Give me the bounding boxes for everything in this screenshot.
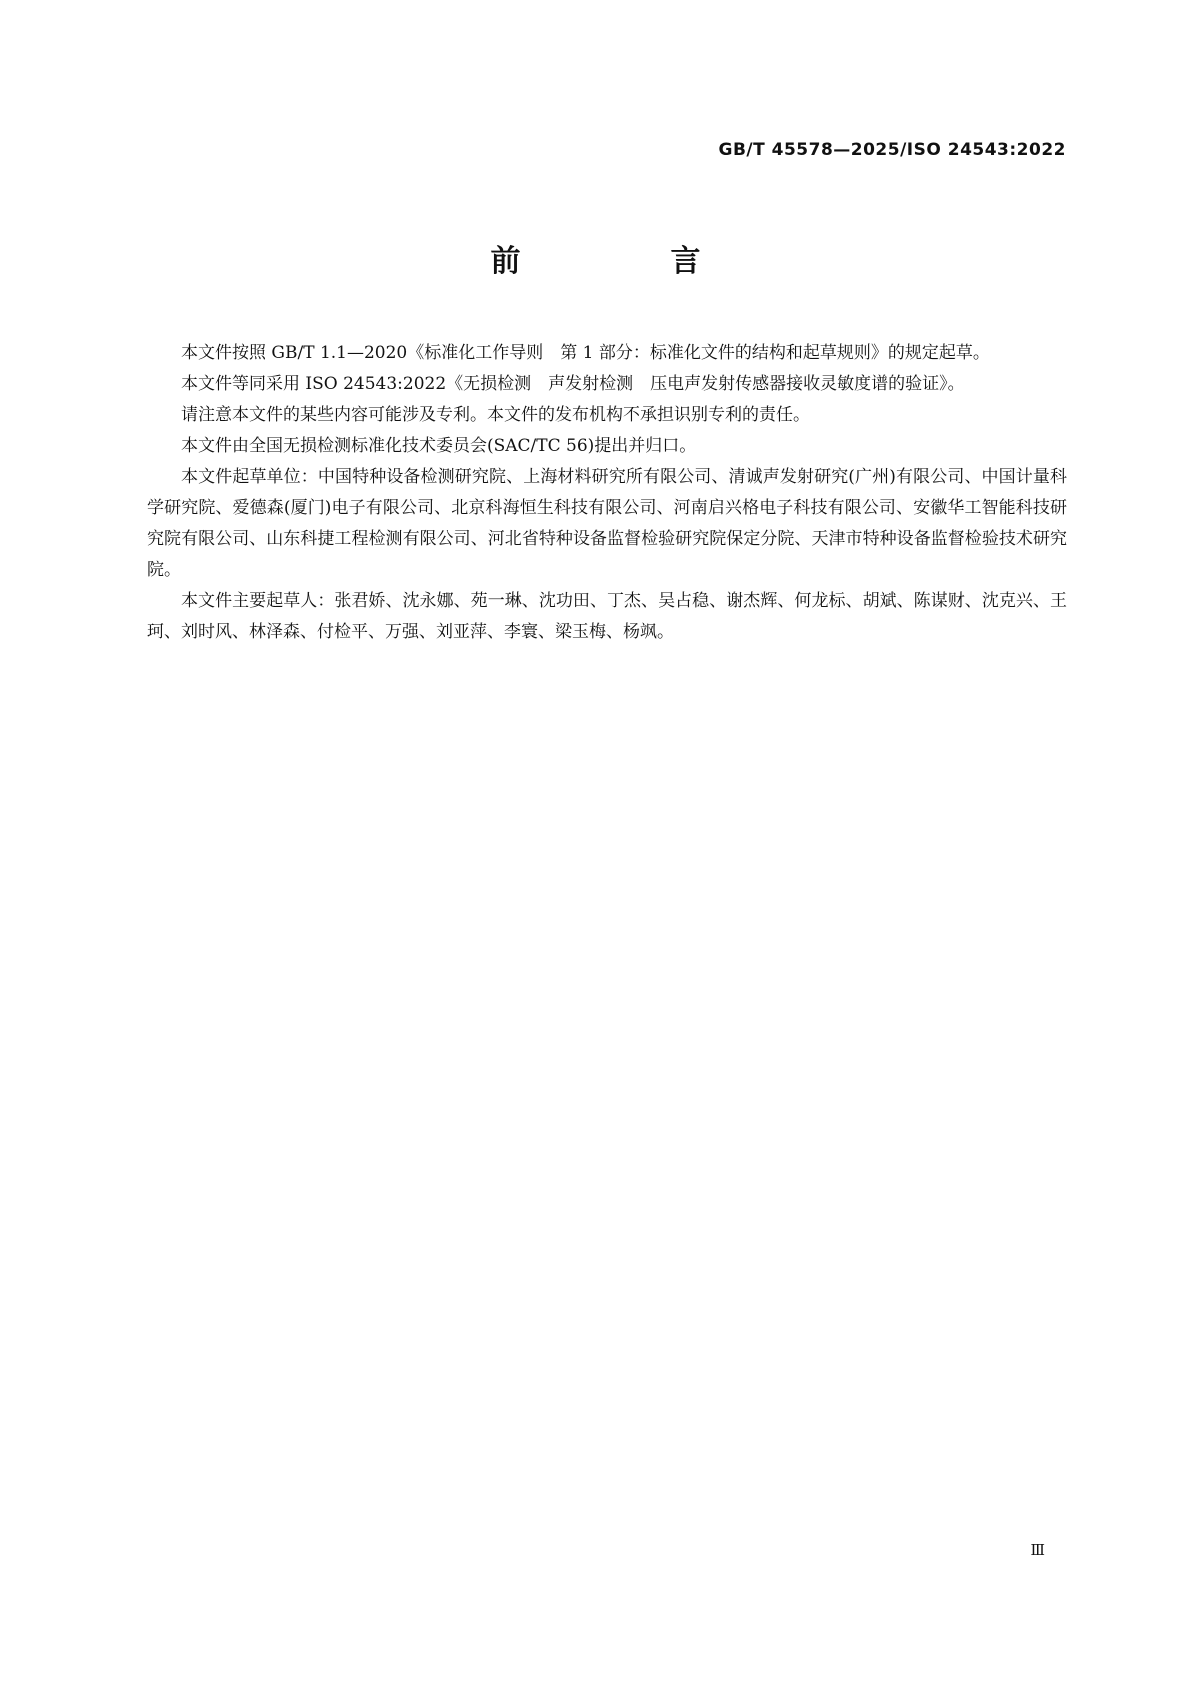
paragraph-adoption: 本文件等同采用 ISO 24543:2022《无损检测 声发射检测 压电声发射传感器接收灵敏度谱的验证》。 — [181, 374, 965, 394]
paragraph-drafters: 本文件主要起草人：张君娇、沈永娜、苑一琳、沈功田、丁杰、吴占稳、谢杰辉、何龙标、胡斌、陈谋财、沈克兴、王珂、刘时风、林泽森、付检平、万强、刘亚萍、李寰、梁玉梅、杨飒。 — [147, 591, 1067, 642]
paragraph-drafting-rules: 本文件按照 GB/T 1.1—2020《标准化工作导则 第 1 部分：标准化文件的结构和起草规则》的规定起草。 — [181, 343, 990, 363]
preface-body — [147, 338, 1067, 648]
paragraph-proposer: 本文件由全国无损检测标准化技术委员会(SAC/TC 56)提出并归口。 — [181, 436, 697, 456]
page-number: Ⅲ — [1030, 1541, 1045, 1559]
standard-code: GB/T 45578—2025/ISO 24543:2022 — [718, 140, 1066, 160]
paragraph-drafting-units: 本文件起草单位：中国特种设备检测研究院、上海材料研究所有限公司、清诚声发射研究(广州)有限公司、中国计量科学研究院、爱德森(厦门)电子有限公司、北京科海恒生科技有限公司、河南启兴格电子科技有限公司、安徽华工智能科技研究院有限公司、山东科捷工程检测有限公司、河北省特种设备监督检验研究院保定分院、天津市特种设备监督检验技术研究院。 — [147, 467, 1067, 580]
paragraph-patent-notice: 请注意本文件的某些内容可能涉及专利。本文件的发布机构不承担识别专利的责任。 — [181, 405, 810, 425]
page-title: 前 言 — [490, 244, 761, 279]
